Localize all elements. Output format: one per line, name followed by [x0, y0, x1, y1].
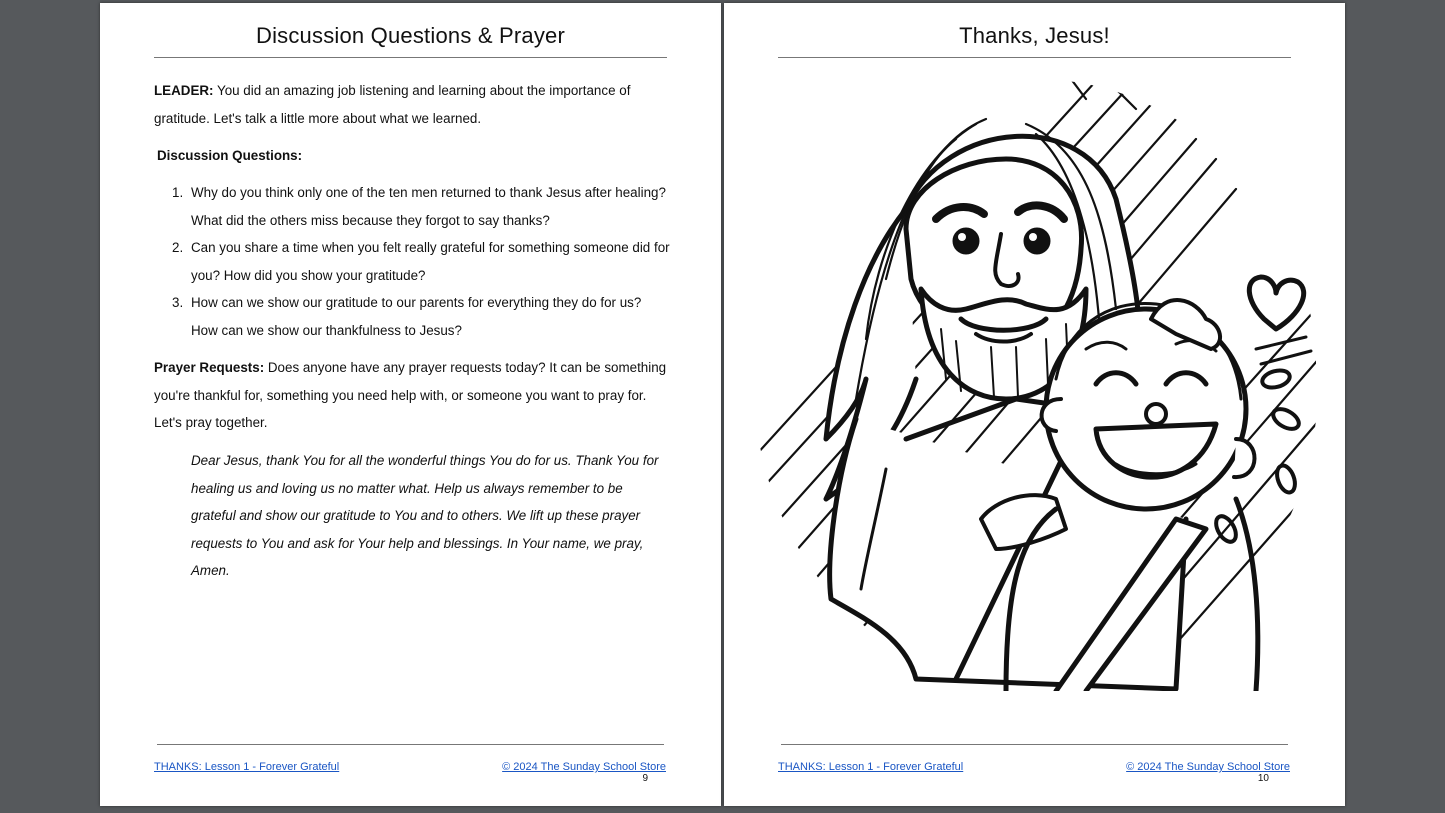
list-item: [154, 234, 670, 289]
footer-lesson-link[interactable]: THANKS: Lesson 1 - Forever Grateful: [778, 761, 964, 773]
jesus-and-child-illustration: [756, 79, 1316, 691]
page-number: 10: [1257, 773, 1269, 784]
footer-lesson-link[interactable]: THANKS: Lesson 1 - Forever Grateful: [154, 761, 340, 773]
discussion-heading: Discussion Questions:: [157, 148, 303, 163]
prayer-requests-paragraph: [154, 354, 670, 437]
prayer-text: Dear Jesus, thank You for all the wonderful things You do for us. Thank You for healing us and loving us no matter what. Help us always remember to be grateful and show our gratitude to You and to others. We lift up these prayer requests to You and ask for Your help and blessings. In Your name, we pray, Amen.: [191, 453, 659, 578]
footer-copyright-link[interactable]: © 2024 The Sunday School Store: [502, 761, 666, 773]
question-text: Why do you think only one of the ten men returned to thank Jesus after healing? What did the others miss because they forgot to say thanks?: [191, 185, 666, 228]
title-divider: [154, 57, 667, 58]
question-number: 3.: [172, 295, 184, 310]
leader-label: LEADER:: [154, 83, 214, 98]
prayer-requests-text: Does anyone have any prayer requests today? It can be something you're thankful for, something you need help with, or someone you want to pray for. Let's pray together.: [154, 360, 667, 430]
leader-text: You did an amazing job listening and learning about the importance of gratitude. Let's talk a little more about what we learned.: [154, 83, 631, 126]
footer-divider: [157, 744, 664, 745]
page-9: [100, 3, 721, 806]
prayer-requests-label: Prayer Requests:: [154, 360, 265, 375]
page-10: [724, 3, 1345, 806]
footer-copyright-link[interactable]: © 2024 The Sunday School Store: [1126, 761, 1290, 773]
question-number: 2.: [172, 240, 184, 255]
title-divider: [778, 57, 1291, 58]
question-text: How can we show our gratitude to our parents for everything they do for us? How can we show our thankfulness to Jesus?: [191, 295, 642, 338]
question-number: 1.: [172, 185, 184, 200]
footer-divider: [781, 744, 1288, 745]
page-title: Discussion Questions & Prayer: [255, 23, 566, 48]
list-item: [154, 179, 670, 234]
leader-paragraph: [154, 77, 670, 132]
question-text: Can you share a time when you felt really grateful for something someone did for you? How did you show your gratitude?: [191, 240, 670, 283]
discussion-questions-list: [154, 179, 670, 344]
page-title: Thanks, Jesus!: [959, 23, 1110, 48]
list-item: [154, 289, 670, 344]
page-number: 9: [642, 773, 648, 784]
